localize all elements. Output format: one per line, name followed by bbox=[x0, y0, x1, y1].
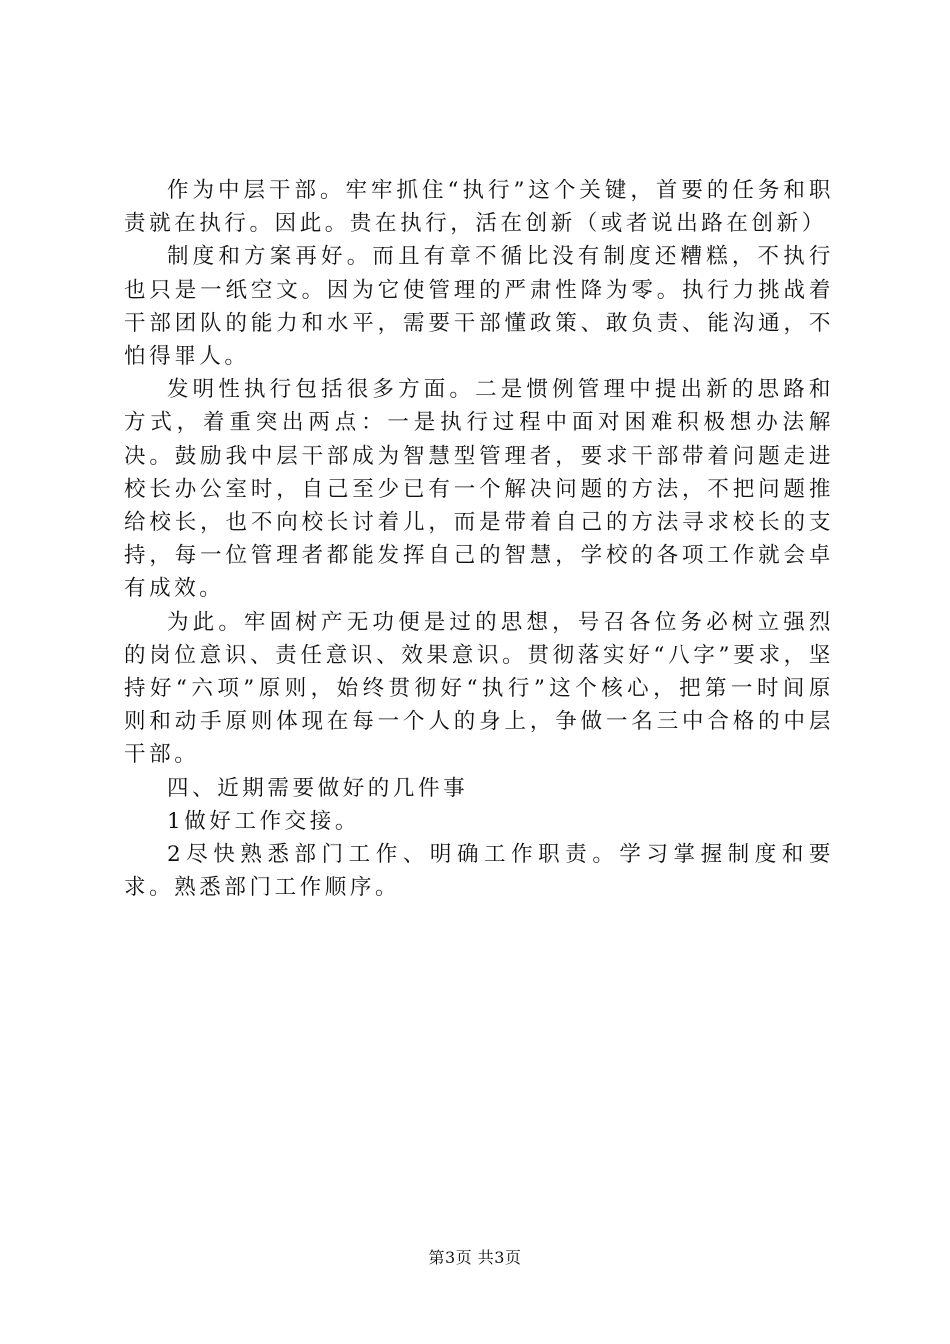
section-heading-recent-tasks: 四、近期需要做好的几件事 bbox=[167, 775, 469, 801]
page-footer-number: 第3页 共3页 bbox=[428, 1248, 522, 1267]
list-item-handover: 1做好工作交接。 bbox=[167, 808, 360, 834]
paragraph-execution-key: 作为中层干部。牢牢抓住“执行”这个关键，首要的任务和职责就在执行。因此。贵在执行，活在创新（或者说出路在创新） bbox=[124, 178, 834, 237]
document-body bbox=[124, 174, 834, 904]
paragraph-awareness-requirements: 为此。牢固树产无功便是过的思想，号召各位务必树立强烈的岗位意识、责任意识、效果意识。贯彻落实好“八字”要求，坚持好“六项”原则，始终贯彻好“执行”这个核心，把第一时间原则和动手原则体现在每一个人的身上，争做一名三中合格的中层干部。 bbox=[124, 609, 834, 768]
paragraph-system-and-plan: 制度和方案再好。而且有章不循比没有制度还糟糕，不执行也只是一纸空文。因为它使管理的严肃性降为零。执行力挑战着干部团队的能力和水平，需要干部懂政策、敢负责、能沟通，不怕得罪人。 bbox=[124, 244, 834, 370]
list-item-familiarize: 2尽快熟悉部门工作、明确工作职责。学习掌握制度和要求。熟悉部门工作顺序。 bbox=[124, 842, 834, 901]
paragraph-inventive-execution: 发明性执行包括很多方面。二是惯例管理中提出新的思路和方式，着重突出两点：一是执行过程中面对困难积极想办法解决。鼓励我中层干部成为智慧型管理者，要求干部带着问题走进校长办公室时，自己至少已有一个解决问题的方法，不把问题推给校长，也不向校长讨着儿，而是带着自己的方法寻求校长的支持，每一位管理者都能发挥自己的智慧，学校的各项工作就会卓有成效。 bbox=[124, 377, 834, 602]
